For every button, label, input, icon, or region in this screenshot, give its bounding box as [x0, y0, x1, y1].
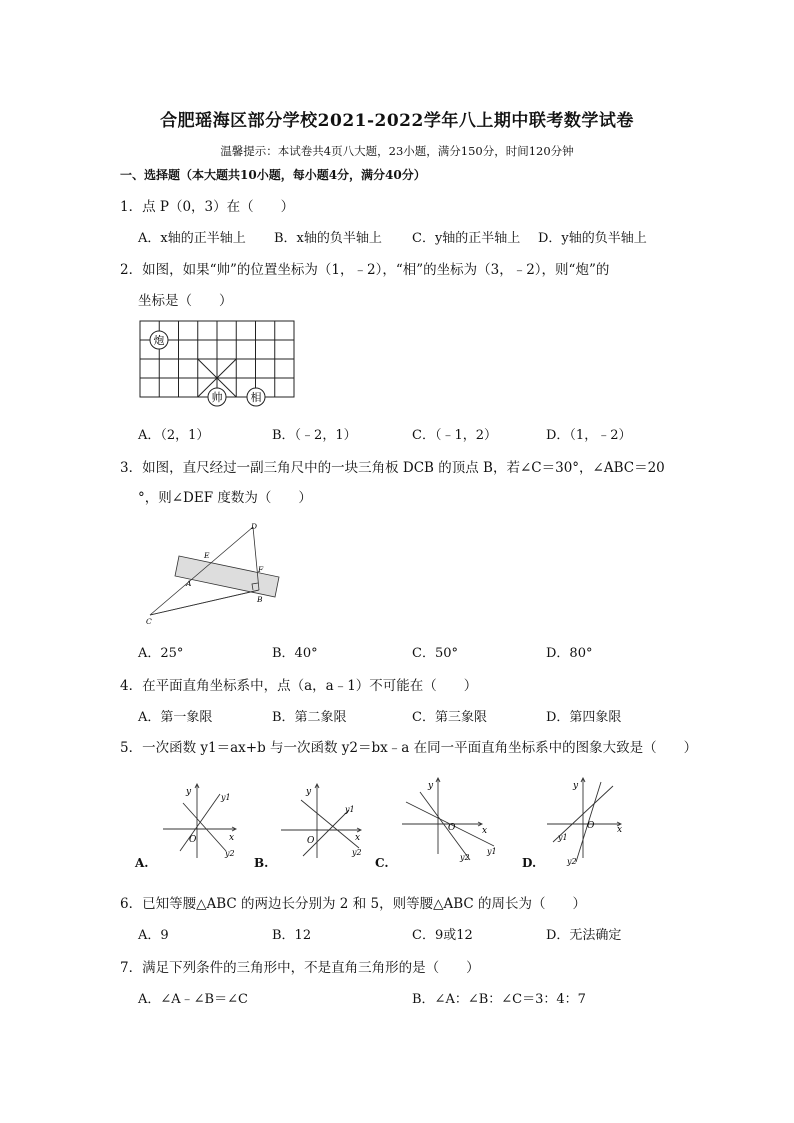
option-c: C．y轴的正半轴上 [412, 231, 521, 246]
line-y1-label: y1 [345, 805, 355, 814]
question-text: 如图，直尺经过一副三角尺中的一块三角板 DCB 的顶点 B，若∠C＝30°，∠ABC＝20 [142, 460, 665, 476]
axis-y-label: y [428, 781, 434, 791]
option-a: A．∠A﹣∠B＝∠C [138, 992, 248, 1007]
question-5 [120, 736, 697, 756]
graph-caption-c: C. [375, 856, 389, 870]
question-6 [120, 892, 586, 912]
origin-label: O [448, 823, 456, 833]
option-d: D．（1，﹣2） [546, 428, 632, 443]
origin-label: O [307, 836, 315, 846]
option-d: D．无法确定 [546, 928, 622, 943]
line-y2-label: y2 [352, 848, 362, 857]
line-y1-label: y1 [558, 833, 568, 842]
origin-label: O [587, 821, 595, 831]
option-c: C．50° [412, 646, 458, 661]
question-number: 5． [120, 740, 143, 756]
question-3 [120, 456, 665, 476]
question-2-cont: 坐标是（ ） [138, 293, 233, 309]
graph-option-c [398, 772, 508, 864]
question-number: 4． [120, 678, 143, 694]
graph-option-a [158, 776, 244, 862]
question-text: 一次函数 y1＝ax+b 与一次函数 y2＝bx﹣a 在同一平面直角坐标系中的图象大致是（ ） [142, 740, 698, 756]
line-y1-label: y1 [221, 793, 231, 802]
question-number: 6． [120, 896, 143, 912]
question-3-cont: °，则∠DEF 度数为（ ） [138, 490, 312, 506]
option-a: A．9 [138, 928, 169, 943]
option-a: A．（2，1） [138, 428, 210, 443]
section-choice-heading: 一、选择题（本大题共10小题，每小题4分，满分40分） [120, 168, 426, 182]
line-y2-label: y2 [460, 853, 470, 862]
question-1 [120, 195, 294, 215]
line-y1-label: y1 [487, 847, 497, 856]
axis-x-label: x [355, 833, 361, 843]
graph-caption-d: D. [522, 856, 537, 870]
option-a: A．x轴的正半轴上 [138, 231, 246, 246]
question-7 [120, 956, 480, 976]
option-b: B．40° [272, 646, 318, 661]
option-b: B．12 [272, 928, 312, 943]
question-number: 7． [120, 960, 143, 976]
chess-board-figure [136, 318, 298, 410]
line-y2-label: y2 [567, 857, 577, 866]
exam-title: 合肥瑶海区部分学校2021-2022学年八上期中联考数学试卷 [160, 111, 634, 131]
graph-caption-a: A. [135, 856, 149, 870]
label-e: E [204, 551, 210, 560]
option-b: B．x轴的负半轴上 [274, 231, 382, 246]
axis-y-label: y [186, 787, 192, 797]
option-b: B．∠A：∠B：∠C＝3：4：7 [412, 992, 586, 1007]
option-b: B．第二象限 [272, 710, 347, 725]
question-text: 满足下列条件的三角形中，不是直角三角形的是（ ） [142, 960, 480, 976]
triangle-ruler-figure [140, 518, 290, 628]
label-d: D [251, 522, 258, 531]
axis-y-label: y [573, 781, 579, 791]
label-a: A [186, 579, 192, 588]
label-f: F [258, 565, 264, 574]
question-text: 已知等腰△ABC 的两边长分别为 2 和 5，则等腰△ABC 的周长为（ ） [142, 896, 586, 912]
question-text: 点 P（0，3）在（ ） [142, 199, 295, 215]
question-4 [120, 674, 477, 694]
question-text: 如图，如果“帅”的位置坐标为（1，﹣2），“相”的坐标为（3，﹣2），则“炮”的 [142, 262, 610, 278]
axis-x-label: x [482, 826, 488, 836]
axis-x-label: x [617, 825, 623, 835]
piece-shuai: 帅 [211, 391, 223, 404]
exam-tip: 温馨提示：本试卷共4页八大题，23小题，满分150分，时间120分钟 [220, 144, 574, 158]
label-b: B [257, 595, 263, 604]
question-text: 在平面直角坐标系中，点（a，a﹣1）不可能在（ ） [142, 678, 478, 694]
line-y2-label: y2 [225, 849, 235, 858]
option-a: A．25° [138, 646, 184, 661]
question-number: 1． [120, 199, 143, 215]
question-2 [120, 258, 609, 278]
option-c: C．9或12 [412, 928, 473, 943]
option-b: B．（﹣2，1） [272, 428, 357, 443]
option-d: D．第四象限 [546, 710, 622, 725]
label-c: C [146, 617, 152, 626]
piece-pao: 炮 [153, 334, 165, 347]
axis-x-label: x [229, 833, 235, 843]
option-d: D．80° [546, 646, 593, 661]
graph-option-d [543, 772, 633, 868]
option-a: A．第一象限 [138, 710, 213, 725]
question-number: 2． [120, 262, 143, 278]
option-c: C．第三象限 [412, 710, 487, 725]
graph-caption-b: B. [254, 856, 269, 870]
axis-y-label: y [306, 787, 312, 797]
graph-option-b [277, 776, 367, 862]
option-c: C．（﹣1，2） [412, 428, 497, 443]
question-number: 3． [120, 460, 143, 476]
origin-label: O [189, 835, 197, 845]
option-d: D．y轴的负半轴上 [538, 231, 647, 246]
piece-xiang: 相 [250, 391, 262, 404]
